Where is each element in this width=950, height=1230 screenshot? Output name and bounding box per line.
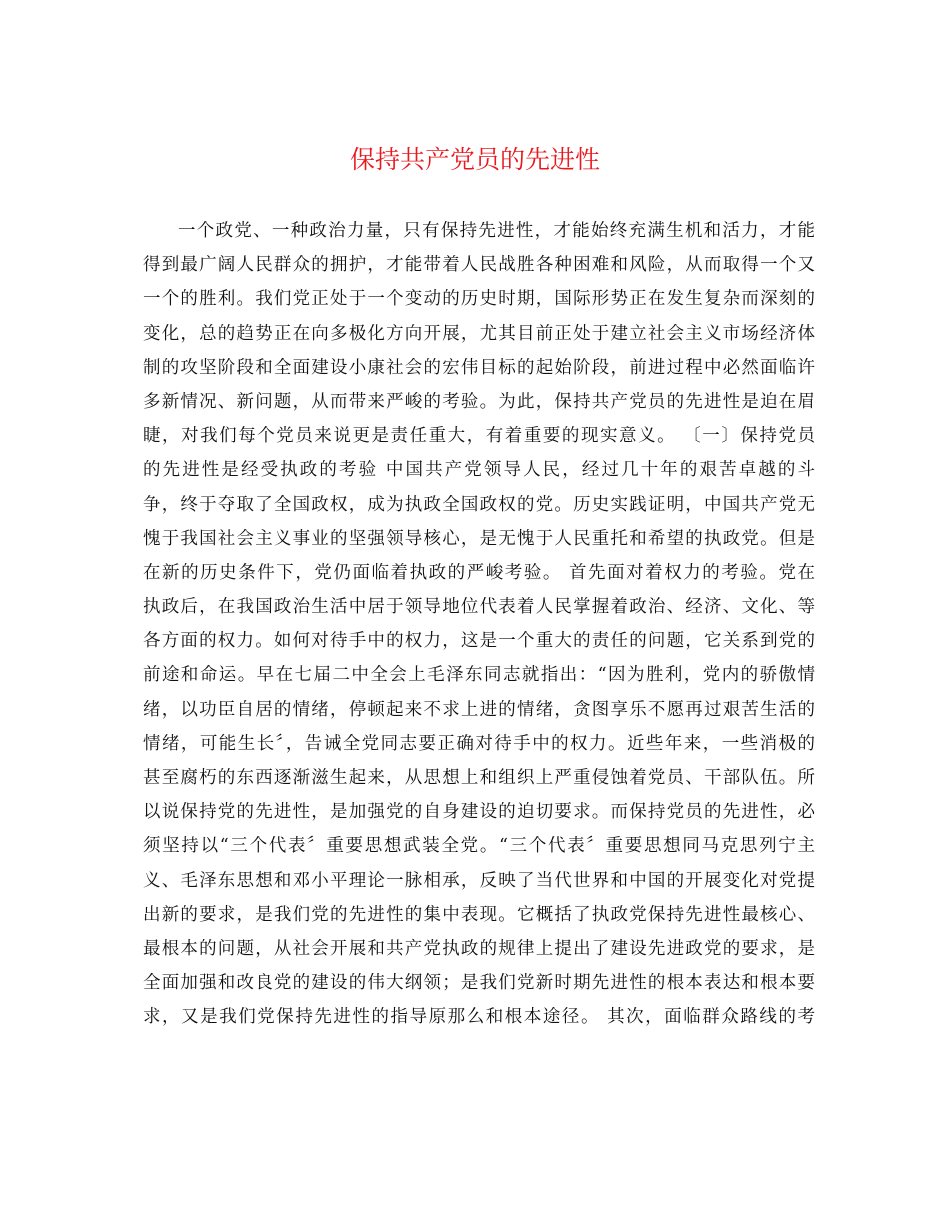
body-line: 须坚持以“三个代表〞重要思想武装全党。“三个代表〞重要思想同马克思列宁主: [143, 836, 815, 857]
body-line: 甚至腐朽的东西逐渐滋生起来，从思想上和组织上严重侵蚀着党员、干部队伍。所: [143, 768, 815, 788]
body-line: 在新的历史条件下，党仍面临着执政的严峻考验。 首先面对着权力的考验。党在: [143, 562, 815, 583]
body-line: 的先进性是经受执政的考验 中国共产党领导人民，经过几十年的艰苦卓越的斗: [143, 460, 815, 481]
body-line: 得到最广阔人民群众的拥护，才能带着人民战胜各种困难和风险，从而取得一个又: [143, 255, 815, 276]
body-line: 情绪，可能生长〞，告诫全党同志要正确对待手中的权力。近些年来，一些消极的: [143, 733, 815, 754]
body-line: 愧于我国社会主义事业的坚强领导核心，是无愧于人民重托和希望的执政党。但是: [143, 528, 815, 549]
body-line: 一个的胜利。我们党正处于一个变动的历史时期，国际形势正在发生复杂而深刻的: [143, 289, 815, 310]
body-line: 前途和命运。早在七届二中全会上毛泽东同志就指出：“因为胜利，党内的骄傲情: [143, 665, 815, 686]
body-line: 执政后，在我国政治生活中居于领导地位代表着人民掌握着政治、经济、文化、等: [143, 597, 815, 618]
body-line: 全面加强和改良党的建设的伟大纲领；是我们党新时期先进性的根本表达和根本要: [143, 973, 815, 994]
body-line: 最根本的问题，从社会开展和共产党执政的规律上提出了建设先进政党的要求，是: [143, 938, 815, 959]
body-line: 变化，总的趋势正在向多极化方向开展，尤其目前正处于建立社会主义市场经济体: [143, 323, 815, 344]
body-line: 以说保持党的先进性，是加强党的自身建设的迫切要求。而保持党员的先进性，必: [143, 802, 815, 823]
body-line: 绪，以功臣自居的情绪，停顿起来不求上进的情绪，贪图享乐不愿再过艰苦生活的: [143, 699, 815, 720]
body-line: 一个政党、一种政治力量，只有保持先进性，才能始终充满生机和活力，才能: [178, 221, 815, 241]
document-body: [143, 214, 815, 1035]
body-line: 制的攻坚阶段和全面建设小康社会的宏伟目标的起始阶段，前进过程中必然面临许: [143, 357, 815, 378]
body-line: 求，又是我们党保持先进性的指导原那么和根本途径。 其次，面临群众路线的考: [143, 1007, 815, 1028]
body-line: 争，终于夺取了全国政权，成为执政全国政权的党。历史实践证明，中国共产党无: [143, 494, 815, 515]
body-line: 睫，对我们每个党员来说更是责任重大，有着重要的现实意义。 〔一〕保持党员: [143, 426, 815, 447]
document-title: 保持共产党员的先进性: [349, 145, 600, 174]
body-line: 多新情况、新问题，从而带来严峻的考验。为此，保持共产党员的先进性是迫在眉: [143, 391, 815, 412]
body-line: 义、毛泽东思想和邓小平理论一脉相承，反映了当代世界和中国的开展变化对党提: [143, 870, 815, 891]
body-line: 各方面的权力。如何对待手中的权力，这是一个重大的责任的问题，它关系到党的: [143, 631, 815, 652]
body-line: 出新的要求，是我们党的先进性的集中表现。它概括了执政党保持先进性最核心、: [143, 904, 815, 925]
